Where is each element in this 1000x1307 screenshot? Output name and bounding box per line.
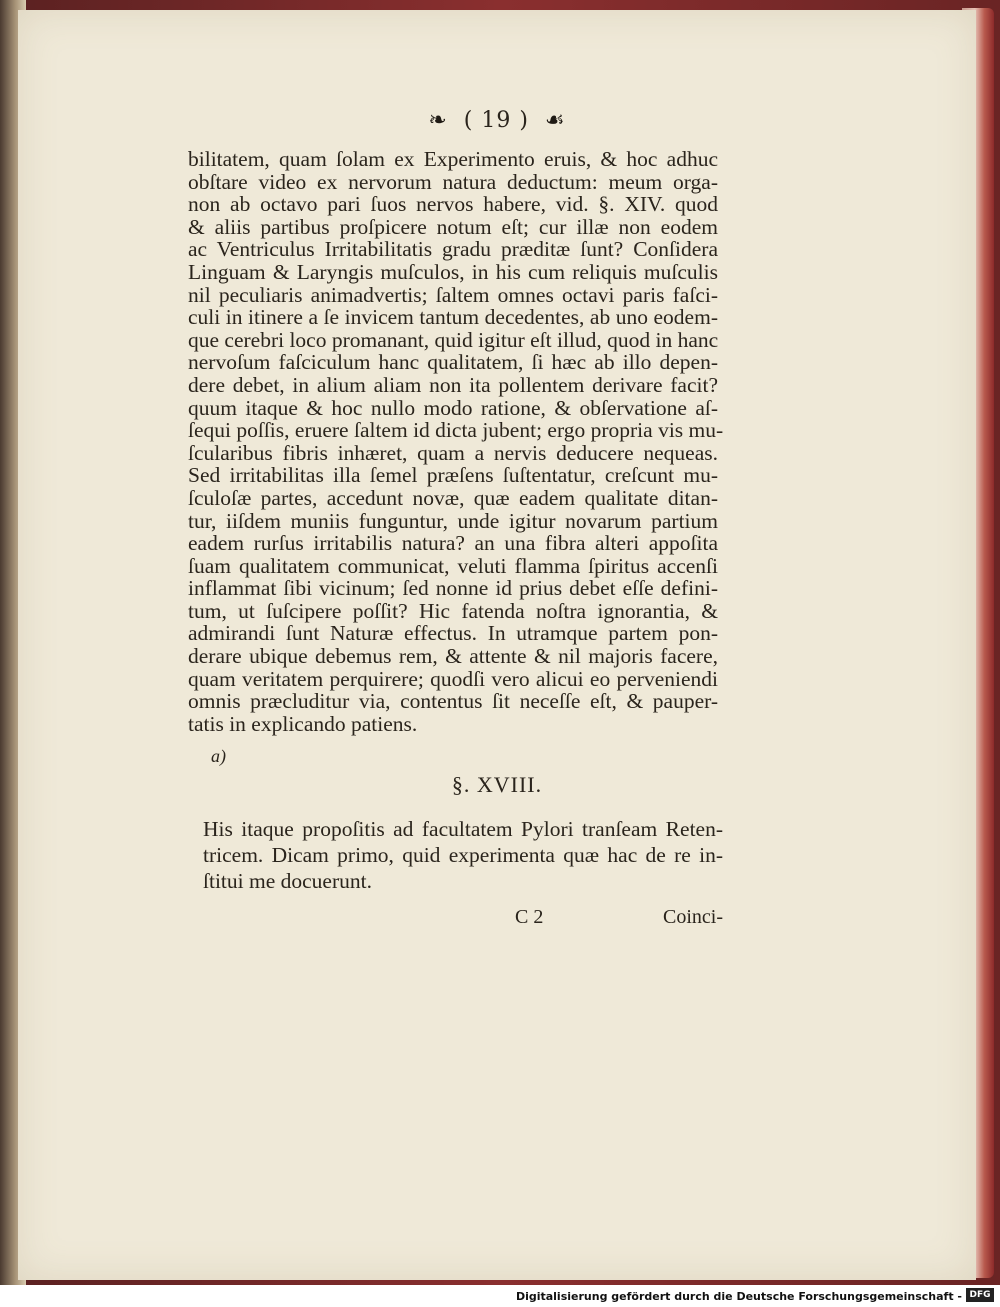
second-paragraph [203, 816, 723, 894]
text-line: ſculoſæ partes, accedunt novæ, quæ eadem qualitate ditan- [188, 485, 718, 510]
text-line: eadem rurſus irritabilis natura? an una fibra alteri appoſita [188, 531, 718, 556]
text-line: ſcularibus fibris inhæret, quam a nervis deducere nequeas. [188, 440, 718, 465]
digitization-credit: Digitalisierung gefördert durch die Deutsche Forschungsgemeinschaft - [515, 1290, 962, 1303]
book-page [18, 10, 976, 1280]
section-heading: §. XVIII. [451, 772, 543, 797]
text-line: & aliis partibus proſpicere notum eſt; cur illæ non eodem [188, 214, 718, 239]
text-line: tum, ut ſuſcipere poſſit? Hic fatenda noſtra ignorantia, & [188, 598, 718, 623]
text-line: que cerebri loco promanant, quid igitur eſt illud, quod in hanc [188, 327, 719, 352]
text-line: ac Ventriculus Irritabilitatis gradu præditæ ſunt? Conſidera [188, 237, 718, 262]
page-header [18, 108, 976, 133]
text-line: culi in itinere a ſe invicem tantum decedentes, ab uno eodem- [188, 305, 718, 330]
text-line: tatis in explicando patiens. [188, 711, 418, 736]
text-line: ſtitui me docuerunt. [203, 869, 372, 893]
text-line: quam veritatem perquirere; quodſi vero alicui eo perveniendi [188, 666, 718, 691]
ornament-right-icon: ☙ [544, 108, 566, 133]
footnote-marker: a) [211, 746, 226, 766]
signature-mark: C 2 [515, 906, 544, 928]
text-line: Sed irritabilitas illa ſemel præſens ſuſtentatur, creſcunt mu- [188, 463, 718, 488]
text-line: nil peculiaris animadvertis; ſaltem omnes octavi paris faſci- [188, 282, 718, 307]
catchword: Coinci- [663, 906, 723, 928]
text-line: His itaque propoſitis ad facultatem Pylori tranſeam Reten- [203, 817, 723, 841]
text-line: non ab octavo pari ſuos nervos habere, vid. §. XIV. quod [188, 192, 718, 217]
text-line: Linguam & Laryngis muſculos, in his cum reliquis muſculis [188, 259, 718, 284]
text-line: inflammat ſibi vicinum; ſed nonne id prius debet eſſe defini- [188, 576, 718, 601]
dfg-logo-icon: DFG [966, 1288, 994, 1302]
text-line: tur, iiſdem muniis funguntur, unde igitur novarum partium [188, 508, 718, 533]
text-line: ſequi poſſis, eruere ſaltem id dicta jubent; ergo propria vis mu- [188, 418, 724, 443]
text-line: omnis præcluditur via, contentus ſit neceſſe eſt, & pauper- [188, 689, 718, 714]
ornament-left-icon: ❧ [428, 108, 448, 133]
text-line: tricem. Dicam primo, quid experimenta quæ hac de re in- [203, 843, 723, 867]
main-paragraph [188, 147, 724, 736]
text-line: nervoſum faſciculum hanc qualitatem, ſi hæc ab illo depen- [188, 350, 718, 375]
page-number: ( 19 ) [463, 108, 529, 133]
text-line: admirandi ſunt Naturæ effectus. In utramque partem pon- [188, 621, 718, 646]
text-line: dere debet, in alium aliam non ita pollentem derivare facit? [188, 372, 718, 397]
text-line: ſuam qualitatem communicat, veluti flamma ſpiritus accenſi [188, 553, 718, 578]
text-line: quum itaque & hoc nullo modo ratione, & obſervatione aſ- [188, 395, 718, 420]
text-line: bilitatem, quam ſolam ex Experimento eruis, & hoc adhuc [188, 147, 718, 171]
text-line: obſtare video ex nervorum natura deductum: meum orga- [188, 169, 718, 194]
text-line: derare ubique debemus rem, & attente & nil majoris facere, [188, 644, 718, 669]
